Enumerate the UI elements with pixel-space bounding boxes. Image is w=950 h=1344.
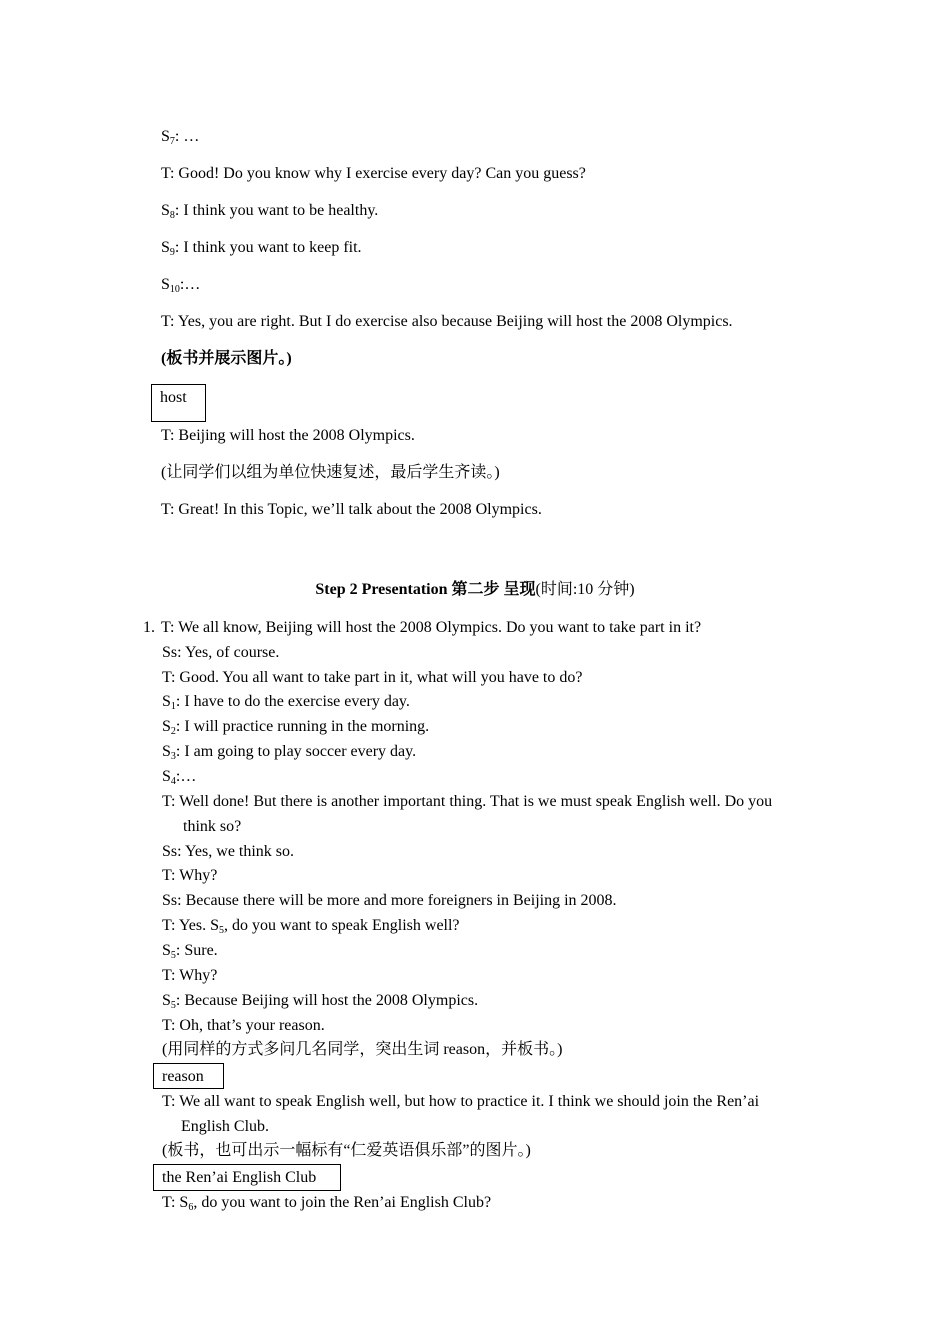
dialog-line-11: Ss: Because there will be more and more foreigners in Beijing in 2008. [162, 892, 617, 909]
dialog-line-1: T: We all know, Beijing will host the 2008 Olympics. Do you want to take part in it? [161, 619, 702, 636]
dialog-line-18a: T: We all want to speak English well, but how to practice it. I think we should join the Ren’ai [162, 1093, 760, 1110]
dialog-line-s2: S2: I will practice running in the morning. [162, 718, 430, 737]
line-teacher-guess: T: Good! Do you know why I exercise every day? Can you guess? [161, 165, 586, 182]
line-s7: S7: … [161, 128, 200, 147]
dialog-line-s5b: S5: Because Beijing will host the 2008 Olympics. [162, 992, 479, 1011]
board-word-club: the Ren’ai English Club [153, 1164, 341, 1191]
dialog-line-18b: English Club. [181, 1118, 270, 1135]
line-teacher-olympics: T: Yes, you are right. But I do exercise also because Beijing will host the 2008 Olympics. [161, 313, 733, 330]
dialog-line-8b: think so? [183, 818, 242, 835]
dialog-line-2: Ss: Yes, of course. [162, 644, 280, 661]
dialog-line-9: Ss: Yes, we think so. [162, 843, 295, 860]
dialog-line-10: T: Why? [162, 867, 218, 884]
line-s10: S10:… [161, 276, 201, 295]
note-reason: (用同样的方式多问几名同学，突出生词 reason，并板书。) [162, 1041, 563, 1058]
line-s9: S9: I think you want to keep fit. [161, 239, 362, 258]
dialog-line-s3: S3: I am going to play soccer every day. [162, 743, 417, 762]
note-board-picture: (板书并展示图片。) [161, 350, 292, 367]
dialog-line-12: T: Yes. S5, do you want to speak English well? [162, 917, 460, 936]
line-teacher-topic: T: Great! In this Topic, we’ll talk about the 2008 Olympics. [161, 501, 542, 518]
dialog-line-s4: S4:… [162, 768, 197, 787]
section-heading-step2: Step 2 Presentation 第二步 呈现(时间:10 分钟) [315, 581, 635, 598]
line-s8: S8: I think you want to be healthy. [161, 202, 379, 221]
list-number: 1. [143, 619, 155, 636]
dialog-line-21: T: S6, do you want to join the Ren’ai English Club? [162, 1194, 492, 1213]
dialog-line-16: T: Oh, that’s your reason. [162, 1017, 325, 1034]
dialog-line-8a: T: Well done! But there is another important thing. That is we must speak English well. Do you [162, 793, 773, 810]
board-word-host: host [151, 384, 206, 422]
dialog-line-s5a: S5: Sure. [162, 942, 218, 961]
note-group-retell: (让同学们以组为单位快速复述，最后学生齐读。) [161, 464, 500, 481]
note-club-picture: (板书，也可出示一幅标有“仁爱英语俱乐部”的图片。) [162, 1142, 531, 1159]
line-teacher-host: T: Beijing will host the 2008 Olympics. [161, 427, 415, 444]
dialog-line-14: T: Why? [162, 967, 218, 984]
dialog-line-3: T: Good. You all want to take part in it, what will you have to do? [162, 669, 583, 686]
board-word-reason: reason [153, 1063, 224, 1089]
dialog-line-s1: S1: I have to do the exercise every day. [162, 693, 410, 712]
